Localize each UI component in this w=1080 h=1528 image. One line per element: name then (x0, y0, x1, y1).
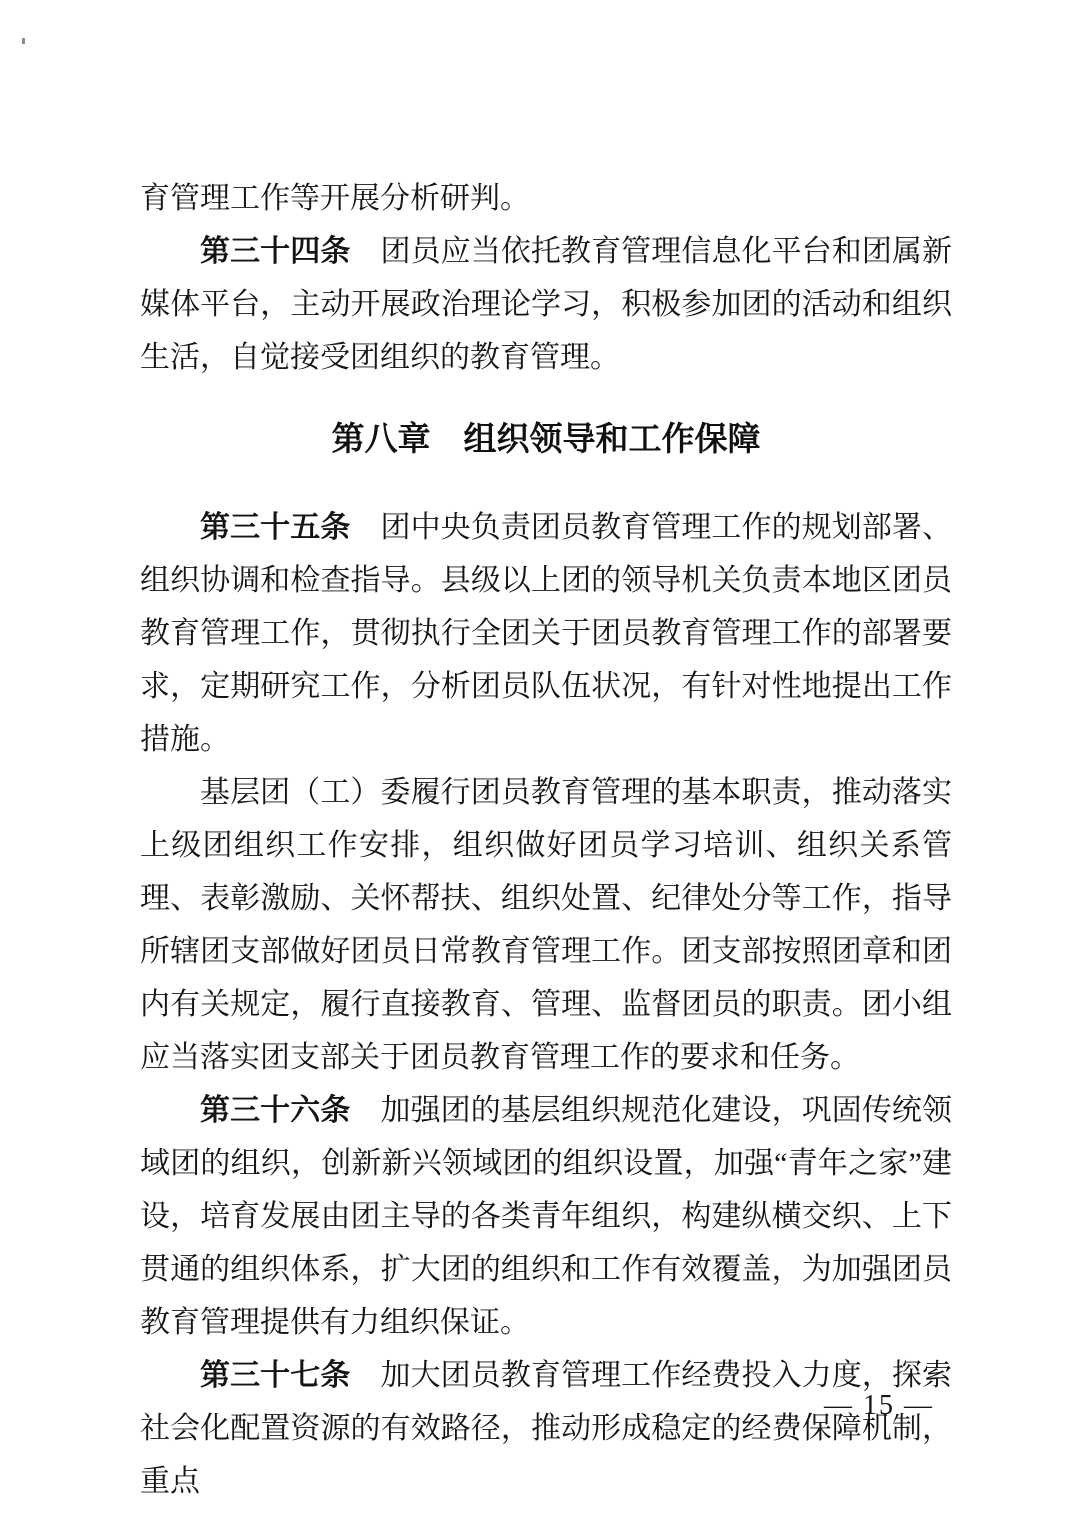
paragraph-article-36 (140, 1084, 952, 1349)
paragraph-basic-duties (140, 766, 952, 1084)
continuation-text: 育管理工作等开展分析研判。 (140, 182, 530, 215)
article-37-number: 第三十七条 (200, 1359, 351, 1392)
text-column (140, 172, 952, 1508)
page-number: — 15 — (824, 1390, 934, 1421)
article-34-number: 第三十四条 (200, 235, 351, 268)
article-36-text: 加强团的基层组织规范化建设，巩固传统领域团的组织，创新新兴领域团的组织设置，加强“青年之家”建设，培育发展由团主导的各类青年组织，构建纵横交织、上下贯通的组织体系，扩大团的组织和工作有效覆盖，为加强团员教育管理提供有力组织保证。 (140, 1094, 953, 1339)
article-36-number: 第三十六条 (200, 1094, 351, 1127)
basic-duties-text: 基层团（工）委履行团员教育管理的基本职责，推动落实上级团组织工作安排，组织做好团员学习培训、组织关系管理、表彰激励、关怀帮扶、组织处置、纪律处分等工作，指导所辖团支部做好团员日常教育管理工作。团支部按照团章和团内有关规定，履行直接教育、管理、监督团员的职责。团小组应当落实团支部关于团员教育管理工作的要求和任务。 (140, 776, 952, 1074)
paragraph-article-35 (140, 501, 952, 766)
chapter-8-heading: 第八章 组织领导和工作保障 (331, 422, 761, 458)
article-35-text: 团中央负责团员教育管理工作的规划部署、组织协调和检查指导。县级以上团的领导机关负责本地区团员教育管理工作，贯彻执行全团关于团员教育管理工作的部署要求，定期研究工作，分析团员队伍状况，有针对性地提出工作措施。 (140, 511, 953, 756)
article-37-text: 加大团员教育管理工作经费投入力度，探索社会化配置资源的有效路径，推动形成稳定的经费保障机制，重点 (140, 1359, 953, 1498)
article-34-text: 团员应当依托教育管理信息化平台和团属新媒体平台，主动开展政治理论学习，积极参加团的活动和组织生活，自觉接受团组织的教育管理。 (140, 235, 953, 374)
article-35-number: 第三十五条 (200, 511, 351, 544)
paragraph-article-34 (140, 225, 952, 384)
paragraph-continuation (140, 172, 952, 225)
paragraph-article-37 (140, 1349, 952, 1508)
scan-speck-artifact (22, 38, 25, 44)
